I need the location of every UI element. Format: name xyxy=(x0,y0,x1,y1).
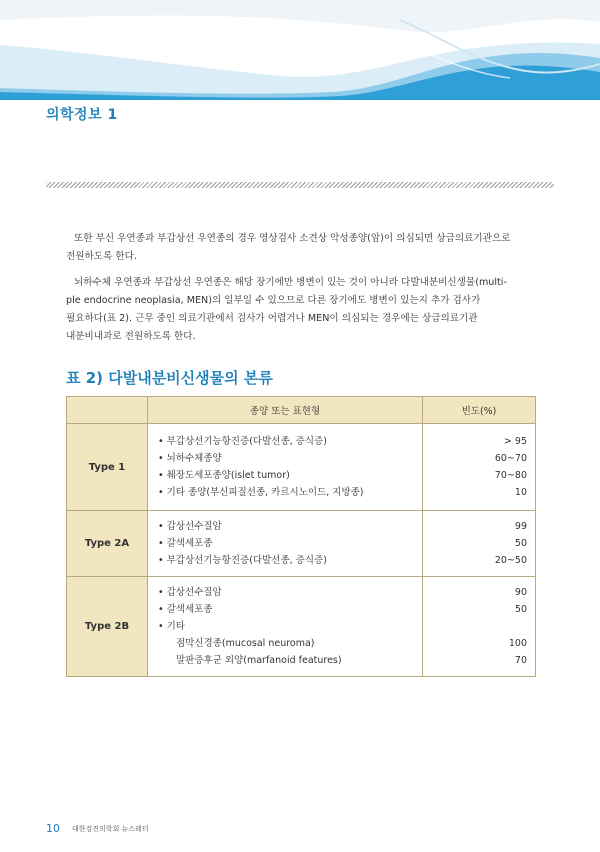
frequency-list xyxy=(423,511,536,577)
type-label: Type 1 xyxy=(67,424,148,511)
frequency-list xyxy=(423,577,536,677)
frequency-value: 100 xyxy=(508,638,527,649)
frequency-value: 50 xyxy=(514,604,527,615)
frequency-value: 99 xyxy=(514,521,527,532)
paragraph-line: 필요하다(표 2). 근무 중인 의료기관에서 검사가 어렵거나 MEN이 의심되는 경우에는 상급의료기관 xyxy=(66,313,478,324)
frequency-value: 50 xyxy=(514,538,527,549)
tumor-list xyxy=(148,577,423,677)
list-item: • 뇌하수체종양 xyxy=(158,453,222,464)
frequency-value: 90 xyxy=(514,587,527,598)
page-number: 10 xyxy=(46,822,60,835)
header-type xyxy=(67,397,148,424)
frequency-value xyxy=(433,618,527,635)
frequency-value: 70 xyxy=(514,655,527,666)
header-frequency: 빈도(%) xyxy=(423,397,536,424)
publication-name: 대한검진의학회 뉴스레터 xyxy=(72,825,149,833)
frequency-value: > 95 xyxy=(503,436,527,447)
table-header-row xyxy=(67,397,536,424)
paragraph-1 xyxy=(66,230,534,266)
list-item: • 갑상선수질암 xyxy=(158,521,222,532)
list-item: • 기타 종양(부신피질선종, 카르시노이드, 지방종) xyxy=(158,487,364,498)
list-item: • 갑상선수질암 xyxy=(158,587,222,598)
list-item: • 갈색세포종 xyxy=(158,604,213,615)
tumor-list xyxy=(148,424,423,511)
list-item: • 췌장도세포종양(islet tumor) xyxy=(158,470,290,481)
paragraph-line: 또한 부신 우연종과 부갑상선 우연종의 경우 영상검사 소견상 악성종양(암)이 의심되면 상급의료기관으로 xyxy=(74,233,511,244)
paragraph-line: 뇌하수체 우연종과 부갑상선 우연종은 해당 장기에만 병변이 있는 것이 아니라 다발내분비신생물(multi- xyxy=(74,277,507,288)
paragraph-line: ple endocrine neoplasia, MEN)의 일부일 수 있으므로 다른 장기에도 병변이 있는지 추가 검사가 xyxy=(66,295,481,306)
paragraph-line: 전원하도록 한다. xyxy=(66,251,137,262)
section-title: 의학정보 1 xyxy=(46,107,118,123)
table-row xyxy=(67,424,536,511)
paragraph-line: 내분비내과로 전원하도록 한다. xyxy=(66,331,196,342)
table-row xyxy=(67,577,536,677)
list-item: • 부갑상선기능항진증(다발선종, 증식증) xyxy=(158,436,327,447)
list-subitem: 점막신경종(mucosal neuroma) xyxy=(176,638,315,649)
type-label: Type 2B xyxy=(67,577,148,677)
table-title: 표 2) 다발내분비신생물의 본류 xyxy=(66,369,273,387)
list-subitem: 말판증후군 외양(marfanoid features) xyxy=(176,655,342,666)
table-row xyxy=(67,511,536,577)
type-label: Type 2A xyxy=(67,511,148,577)
frequency-list xyxy=(423,424,536,511)
men-classification-table xyxy=(66,396,536,677)
hatched-divider xyxy=(46,182,554,188)
paragraph-2 xyxy=(66,274,534,346)
header-wave-graphic xyxy=(0,0,600,100)
frequency-value: 60~70 xyxy=(494,453,527,464)
list-item: • 갈색세포종 xyxy=(158,538,213,549)
list-item: • 부갑상선기능항진증(다발선종, 증식증) xyxy=(158,555,327,566)
header-tumor: 종양 또는 표현형 xyxy=(148,397,423,424)
frequency-value: 70~80 xyxy=(494,470,527,481)
frequency-value: 10 xyxy=(514,487,527,498)
frequency-value: 20~50 xyxy=(494,555,527,566)
list-item: • 기타 xyxy=(158,621,185,632)
tumor-list xyxy=(148,511,423,577)
